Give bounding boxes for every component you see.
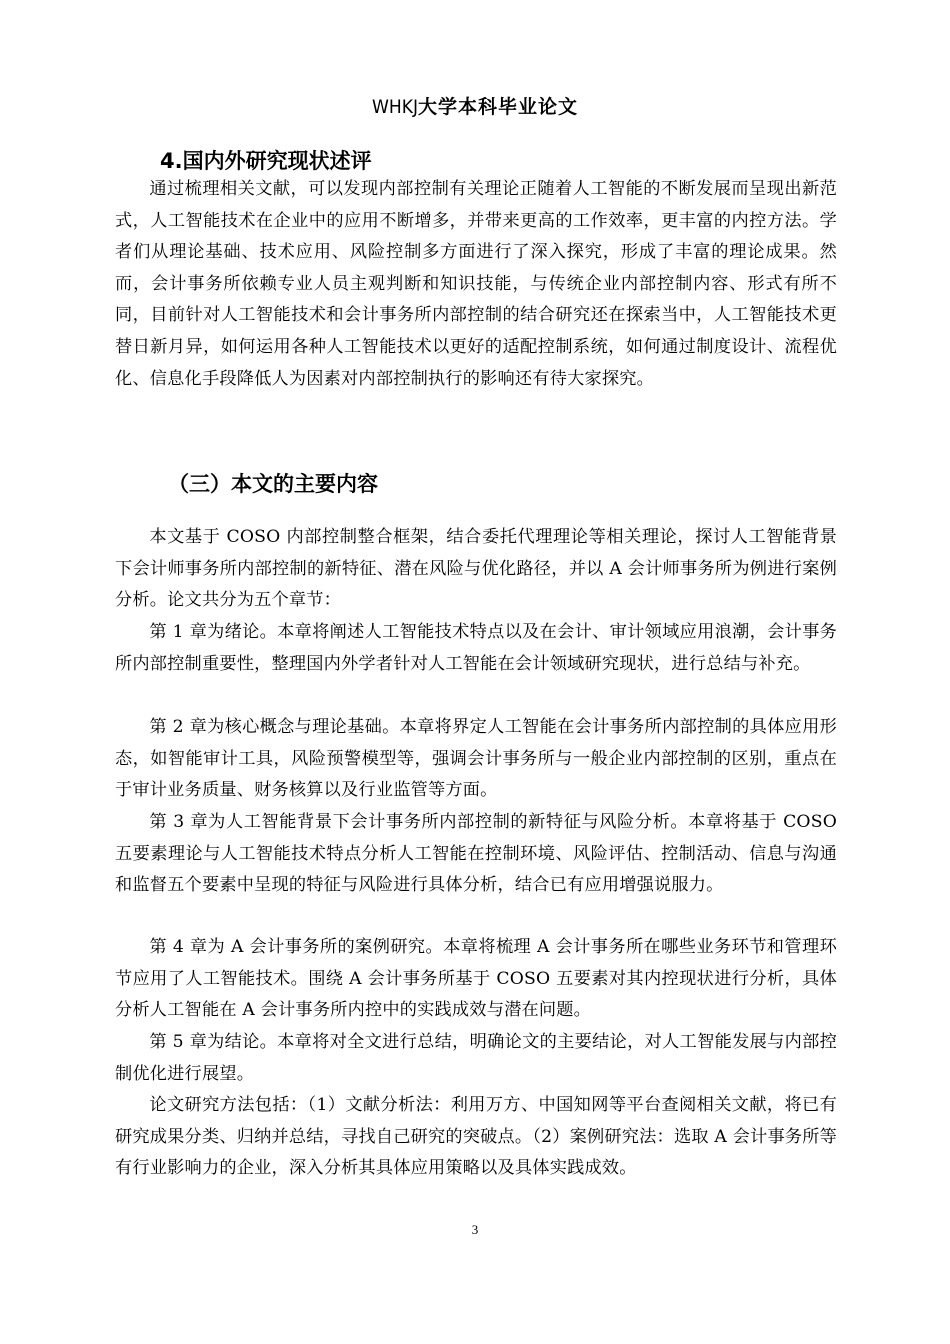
intro-paragraph: 本文基于 COSO 内部控制整合框架，结合委托代理理论等相关理论，探讨人工智能背景下会计师事务所内部控制的新特征、潜在风险与优化路径，并以 A 会计师事务所为例进行案例分析。论文共分为五个章节： [115,527,837,611]
chapter-1-paragraph: 第 1 章为绪论。本章将阐述人工智能技术特点以及在会计、审计领域应用浪潮，会计事务所内部控制重要性，整理国内外学者针对人工智能在会计领域研究现状，进行总结与补充。 [115,622,837,674]
header-title: 大学本科毕业论文 [418,96,579,118]
section-heading: （三）本文的主要内容 [168,472,378,496]
subsection-heading: 4.国内外研究现状述评 [160,149,372,173]
page-number: 3 [471,1222,479,1237]
review-paragraph: 通过梳理相关文献，可以发现内部控制有关理论正随着人工智能的不断发展而呈现出新范式，人工智能技术在企业中的应用不断增多，并带来更高的工作效率，更丰富的内控方法。学者们从理论基础、技术应用、风险控制多方面进行了深入探究，形成了丰富的理论成果。然而，会计事务所依赖专业人员主观判断和知识技能，与传统企业内部控制内容、形式有所不同，目前针对人工智能技术和会计事务所内部控制的结合研究还在探索当中，人工智能技术更替日新月异，如何运用各种人工智能技术以更好的适配控制系统，如何通过制度设计、流程优化、信息化手段降低人为因素对内部控制执行的影响还有待大家探究。 [115,179,837,389]
method-paragraph: 论文研究方法包括：（1）文献分析法：利用万方、中国知网等平台查阅相关文献，将已有研究成果分类、归纳并总结，寻找自己研究的突破点。（2）案例研究法：选取 A 会计事务所等有行业影响力的企业，深入分析其具体应用策略以及具体实践成效。 [115,1095,837,1179]
chapter-4-paragraph: 第 4 章为 A 会计事务所的案例研究。本章将梳理 A 会计事务所在哪些业务环节和管理环节应用了人工智能技术。围绕 A 会计事务所基于 COSO 五要素对其内控现状进行分析，具体分析人工智能在 A 会计事务所内控中的实践成效与潜在问题。 [115,937,837,1021]
chapter-2-paragraph: 第 2 章为核心概念与理论基础。本章将界定人工智能在会计事务所内部控制的具体应用形态，如智能审计工具，风险预警模型等，强调会计事务所与一般企业内部控制的区别，重点在于审计业务质量、财务核算以及行业监管等方面。 [115,717,837,801]
chapter-3-paragraph: 第 3 章为人工智能背景下会计事务所内部控制的新特征与风险分析。本章将基于 COSO 五要素理论与人工智能技术特点分析人工智能在控制环境、风险评估、控制活动、信息与沟通和监督五个要素中呈现的特征与风险进行具体分析，结合已有应用增强说服力。 [115,812,837,896]
running-header [0,94,950,120]
header-school-code: WHKJ [371,96,418,118]
chapter-5-paragraph: 第 5 章为结论。本章将对全文进行总结，明确论文的主要结论，对人工智能发展与内部控制优化进行展望。 [115,1032,837,1084]
